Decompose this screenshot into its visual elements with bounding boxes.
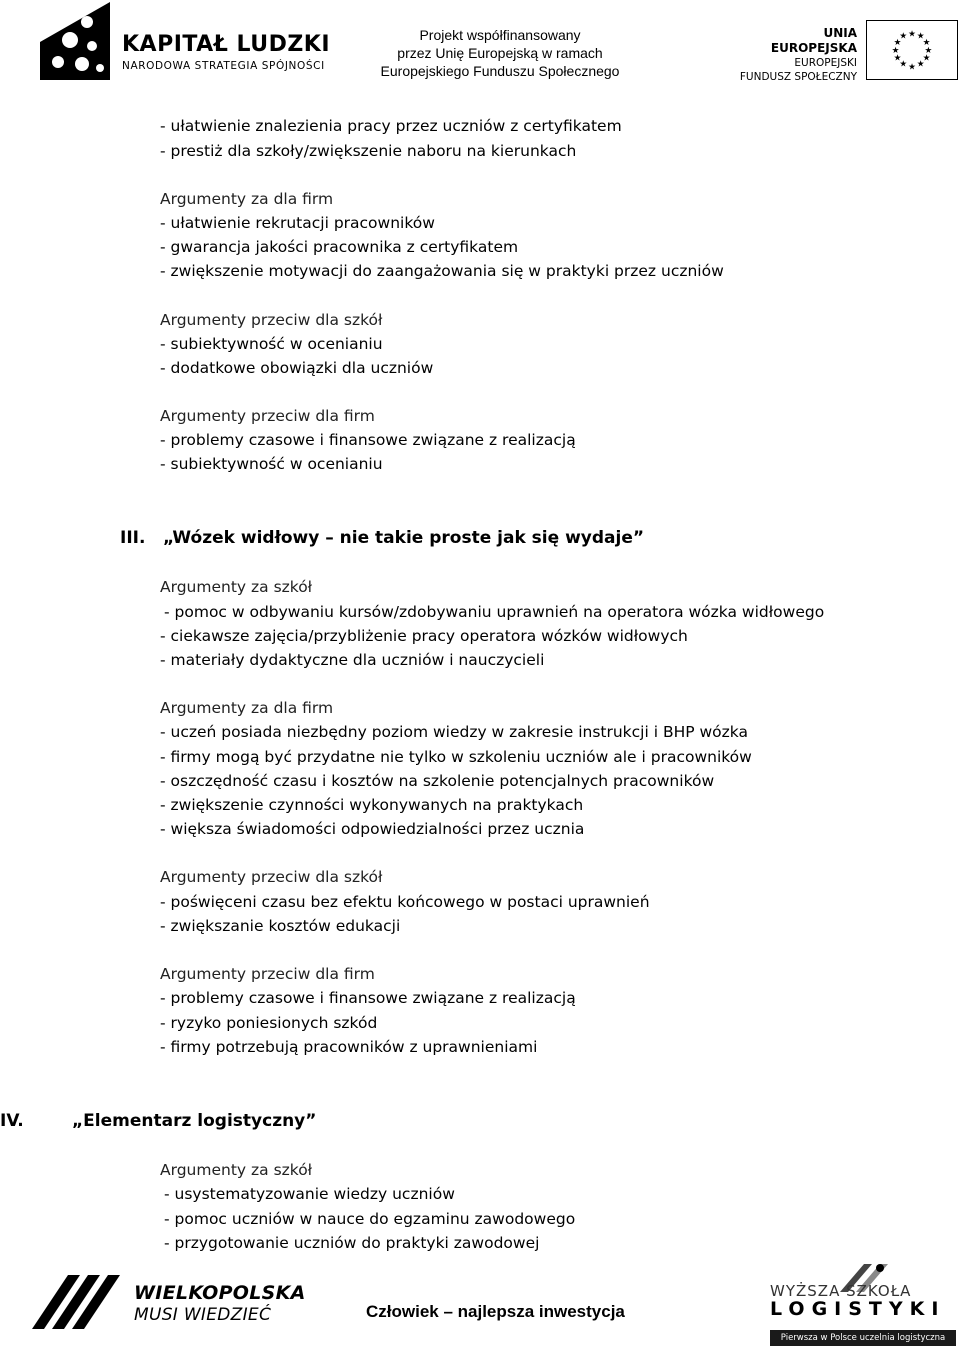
list-item: - materiały dydaktyczne dla uczniów i nauczycieli	[160, 651, 545, 669]
wielkopolska-wordmark	[134, 1282, 306, 1326]
wyzsza-szkola-logistyki-wordmark	[770, 1282, 950, 1320]
section-heading: Argumenty za szkół	[160, 578, 313, 596]
section-heading: Argumenty za szkół	[160, 1161, 313, 1179]
section-heading: Argumenty przeciw dla szkół	[160, 868, 383, 886]
svg-text:★: ★	[908, 29, 916, 40]
svg-text:★: ★	[899, 59, 908, 70]
section-heading: Argumenty za dla firm	[160, 699, 334, 717]
svg-text:★: ★	[893, 53, 902, 64]
svg-text:★: ★	[922, 38, 931, 49]
cofinancing-line: Projekt współfinansowany	[419, 27, 581, 43]
list-item: - pomoc w odbywaniu kursów/zdobywaniu uprawnień na operatora wózka widłowego	[164, 603, 825, 621]
eu-subtitle: EUROPEJSKI	[794, 57, 857, 69]
kapital-ludzki-subtitle: NARODOWA STRATEGIA SPÓJNOŚCI	[122, 60, 325, 72]
svg-text:★: ★	[899, 31, 908, 42]
svg-text:★: ★	[916, 59, 925, 70]
list-item: - uczeń posiada niezbędny poziom wiedzy w zakresie instrukcji i BHP wózka	[160, 723, 749, 741]
svg-text:★: ★	[916, 31, 925, 42]
list-item: - oszczędność czasu i kosztów na szkolenie potencjalnych pracowników	[160, 772, 715, 790]
list-item: - zwiększenie motywacji do zaangażowania się w praktyki przez uczniów	[160, 262, 724, 280]
wielkopolska-subtitle: MUSI WIEDZIEĆ	[134, 1305, 272, 1325]
list-item: - ciekawsze zajęcia/przybliżenie pracy operatora wózków widłowych	[160, 627, 688, 645]
svg-text:★: ★	[893, 38, 902, 49]
eu-subtitle: FUNDUSZ SPOŁECZNY	[739, 71, 857, 83]
section-number: III.	[120, 528, 146, 548]
kapital-ludzki-title: KAPITAŁ LUDZKI	[122, 32, 331, 57]
list-item: - ryzyko poniesionych szkód	[160, 1014, 378, 1032]
section-heading: Argumenty przeciw dla szkół	[160, 311, 383, 329]
list-item: - subiektywność w ocenianiu	[160, 335, 383, 353]
section-title: „Wózek widłowy – nie takie proste jak się wydaje”	[163, 528, 645, 548]
cofinancing-line: przez Unię Europejską w ramach	[397, 45, 603, 61]
wsl-tagline: Pierwsza w Polsce uczelnia logistyczna	[770, 1330, 956, 1346]
wsl-name-line-1: WYŻSZA SZKOŁA	[770, 1282, 912, 1300]
section-title: „Elementarz logistyczny”	[72, 1111, 317, 1131]
eu-title: UNIA EUROPEJSKA	[770, 26, 857, 55]
list-item: - problemy czasowe i finansowe związane z realizacją	[160, 431, 576, 449]
svg-text:★: ★	[924, 45, 933, 56]
list-item: - zwiększanie kosztów edukacji	[160, 917, 401, 935]
list-item: - pomoc uczniów w nauce do egzaminu zawodowego	[164, 1210, 576, 1228]
footer-slogan: Człowiek – najlepsza inwestycja	[366, 1302, 625, 1321]
list-item: - firmy mogą być przydatne nie tylko w szkoleniu uczniów ale i pracowników	[160, 748, 752, 766]
list-item: - ułatwienie znalezienia pracy przez uczniów z certyfikatem	[160, 117, 622, 135]
list-item: - dodatkowe obowiązki dla uczniów	[160, 359, 434, 377]
list-item: - ułatwienie rekrutacji pracowników	[160, 214, 435, 232]
wsl-name-line-2: LOGISTYKI	[770, 1298, 946, 1320]
list-item: - firmy potrzebują pracowników z uprawnieniami	[160, 1038, 538, 1056]
list-item: - usystematyzowanie wiedzy uczniów	[164, 1185, 455, 1203]
list-item: - zwiększenie czynności wykonywanych na praktykach	[160, 796, 584, 814]
list-item: - przygotowanie uczniów do praktyki zawodowej	[164, 1234, 540, 1252]
section-heading: Argumenty za dla firm	[160, 190, 334, 208]
svg-text:★: ★	[908, 62, 916, 73]
section-heading: Argumenty przeciw dla firm	[160, 407, 375, 425]
svg-text:★: ★	[891, 45, 900, 56]
list-item: - subiektywność w ocenianiu	[160, 455, 383, 473]
wielkopolska-title: WIELKOPOLSKA	[134, 1282, 306, 1304]
list-item: - poświęceni czasu bez efektu końcowego w postaci uprawnień	[160, 893, 650, 911]
section-number: IV.	[0, 1111, 24, 1131]
svg-text:★: ★	[922, 53, 931, 64]
list-item: - gwarancja jakości pracownika z certyfikatem	[160, 238, 519, 256]
section-heading: Argumenty przeciw dla firm	[160, 965, 375, 983]
wielkopolska-logo-icon	[28, 1273, 124, 1333]
list-item: - prestiż dla szkoły/zwiększenie naboru na kierunkach	[160, 142, 577, 160]
cofinancing-line: Europejskiego Funduszu Społecznego	[380, 63, 620, 79]
list-item: - większa świadomości odpowiedzialności przez ucznia	[160, 820, 585, 838]
list-item: - problemy czasowe i finansowe związane z realizacją	[160, 989, 576, 1007]
